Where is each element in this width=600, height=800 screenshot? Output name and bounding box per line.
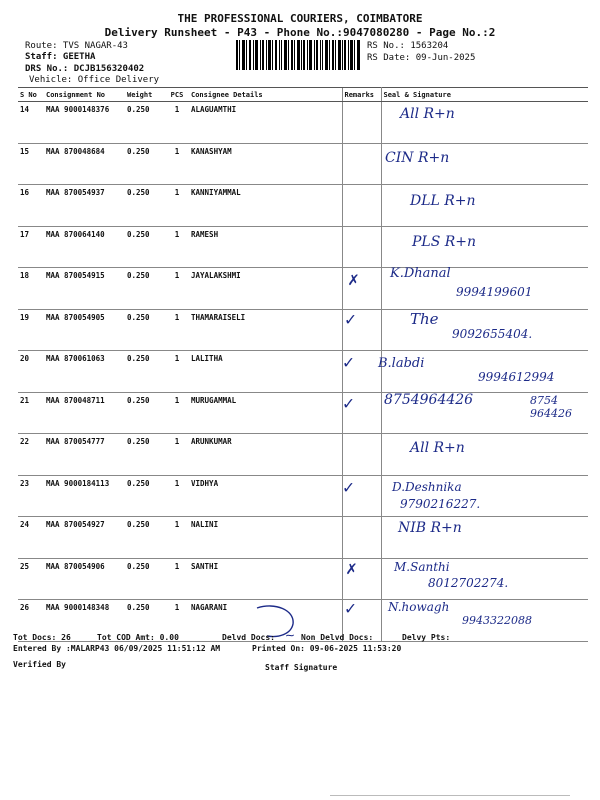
consignee: NAGARANI	[189, 600, 342, 642]
weight: 0.250	[125, 143, 165, 185]
consignment-no: MAA 9000148376	[44, 102, 125, 144]
route: Route: TVS NAGAR-43	[25, 41, 128, 51]
consignee: RAMESH	[189, 226, 342, 268]
sno: 25	[18, 558, 44, 600]
col-sno: S No	[18, 88, 44, 102]
rs-date: RS Date: 09-Jun-2025	[367, 53, 476, 63]
sno: 18	[18, 268, 44, 310]
check-mark-icon: ✓	[345, 309, 356, 330]
handwriting-r17: PLS R+n	[412, 234, 477, 250]
pcs: 1	[165, 558, 189, 600]
cross-mark-icon: ✗	[348, 269, 359, 290]
consignment-no: MAA 870061063	[44, 351, 125, 393]
weight: 0.250	[125, 185, 165, 227]
pcs: 1	[165, 102, 189, 144]
sno: 23	[18, 475, 44, 517]
handwriting-r22: All R+n	[410, 440, 465, 456]
non-delivered-docs: Non Delvd Docs:	[301, 633, 374, 642]
pcs: 1	[165, 434, 189, 476]
consignment-no: MAA 870054777	[44, 434, 125, 476]
runsheet-table	[18, 87, 588, 642]
consignee: VIDHYA	[189, 475, 342, 517]
sno: 14	[18, 102, 44, 144]
handwriting-r21-phone1: 8754964426	[384, 392, 474, 408]
sno: 20	[18, 351, 44, 393]
check-mark-icon: ✓	[345, 598, 356, 619]
consignee: ARUNKUMAR	[189, 434, 342, 476]
col-weight: Weight	[125, 88, 165, 102]
total-cod: Tot COD Amt: 0.00	[97, 633, 179, 642]
sno: 19	[18, 309, 44, 351]
sno: 17	[18, 226, 44, 268]
handwriting-r25-sig: M.Santhi	[394, 560, 450, 574]
total-docs: Tot Docs: 26	[13, 633, 71, 642]
col-pcs: PCS	[165, 88, 189, 102]
table-row	[18, 226, 588, 268]
dash-mark-icon: ⁓	[286, 631, 294, 640]
cross-mark-icon: ✗	[346, 558, 357, 579]
handwriting-r14: All R+n	[400, 106, 455, 122]
handwriting-r19-sig: The	[410, 310, 439, 328]
pcs: 1	[165, 475, 189, 517]
table-row	[18, 434, 588, 476]
company-title: THE PROFESSIONAL COURIERS, COIMBATORE	[177, 12, 423, 25]
handwriting-r18-phone: 9994199601	[456, 285, 533, 299]
sno: 16	[18, 185, 44, 227]
consignee: JAYALAKSHMI	[189, 268, 342, 310]
handwriting-r15: CIN R+n	[385, 150, 450, 166]
sno: 22	[18, 434, 44, 476]
consignment-no: MAA 870048711	[44, 392, 125, 434]
consignment-no: MAA 870048684	[44, 143, 125, 185]
weight: 0.250	[125, 434, 165, 476]
weight: 0.250	[125, 351, 165, 393]
staff-signature: Staff Signature	[265, 663, 338, 672]
pcs: 1	[165, 268, 189, 310]
weight: 0.250	[125, 226, 165, 268]
printed-on: Printed On: 09-06-2025 11:53:20	[252, 644, 402, 653]
barcode-icon	[236, 40, 360, 70]
sno: 26	[18, 600, 44, 642]
drs-number: DRS No.: DCJB156320402	[25, 64, 145, 74]
handwriting-r26-sig: N.howagh	[388, 600, 450, 614]
delivered-docs: Delvd Docs:	[222, 633, 275, 642]
weight: 0.250	[125, 475, 165, 517]
col-consignee: Consignee Details	[189, 88, 342, 102]
remarks-cell	[342, 517, 381, 559]
pcs: 1	[165, 185, 189, 227]
consignee: KANASHYAM	[189, 143, 342, 185]
remarks-cell	[342, 434, 381, 476]
consignment-no: MAA 870054906	[44, 558, 125, 600]
pcs: 1	[165, 392, 189, 434]
handwriting-r26-phone: 9943322088	[462, 614, 532, 627]
pcs: 1	[165, 600, 189, 642]
col-signature: Seal & Signature	[381, 88, 588, 102]
vehicle: Vehicle: Office Delivery	[29, 75, 160, 85]
staff: Staff: GEETHA	[25, 52, 96, 62]
weight: 0.250	[125, 517, 165, 559]
handwriting-r16: DLL R+n	[410, 193, 476, 209]
check-mark-icon: ✓	[343, 352, 354, 373]
handwriting-r18-sig: K.Dhanal	[390, 266, 451, 281]
weight: 0.250	[125, 102, 165, 144]
remarks-cell	[342, 143, 381, 185]
weight: 0.250	[125, 392, 165, 434]
remarks-cell	[342, 102, 381, 144]
consignment-no: MAA 870054927	[44, 517, 125, 559]
remarks-cell	[342, 226, 381, 268]
table-row	[18, 102, 588, 144]
pcs: 1	[165, 309, 189, 351]
consignment-no: MAA 870064140	[44, 226, 125, 268]
sno: 21	[18, 392, 44, 434]
pcs: 1	[165, 517, 189, 559]
pcs: 1	[165, 351, 189, 393]
weight: 0.250	[125, 268, 165, 310]
pcs: 1	[165, 143, 189, 185]
check-mark-icon: ✓	[343, 477, 354, 498]
col-remarks: Remarks	[342, 88, 381, 102]
pcs: 1	[165, 226, 189, 268]
handwriting-r20-sig: B.labdi	[378, 356, 425, 371]
table-row	[18, 143, 588, 185]
weight: 0.250	[125, 558, 165, 600]
divider	[330, 795, 570, 796]
rs-number: RS No.: 1563204	[367, 41, 449, 51]
table-row	[18, 475, 588, 517]
consignee: THAMARAISELI	[189, 309, 342, 351]
table-row	[18, 185, 588, 227]
consignment-no: MAA 9000184113	[44, 475, 125, 517]
table-row	[18, 517, 588, 559]
delivery-points: Delvy Pts:	[402, 633, 451, 642]
consignee: LALITHA	[189, 351, 342, 393]
consignment-no: MAA 870054905	[44, 309, 125, 351]
handwriting-r20-phone: 9994612994	[478, 370, 555, 384]
handwriting-r23-phone: 9790216227.	[400, 497, 481, 511]
handwriting-r25-phone: 8012702274.	[428, 576, 509, 590]
consignment-no: MAA 870054937	[44, 185, 125, 227]
handwriting-r23-sig: D.Deshnika	[392, 480, 462, 494]
remarks-cell	[342, 185, 381, 227]
weight: 0.250	[125, 309, 165, 351]
consignment-no: MAA 870054915	[44, 268, 125, 310]
col-consignment: Consignment No	[44, 88, 125, 102]
handwriting-r21-phone2: 8754 964426	[530, 394, 572, 420]
runsheet-title: Delivery Runsheet - P43 - Phone No.:9047080280 - Page No.:2	[104, 26, 496, 39]
consignee: ALAGUAMTHI	[189, 102, 342, 144]
consignee: MURUGAMMAL	[189, 392, 342, 434]
verified-by: Verified By	[13, 660, 66, 669]
handwriting-r24: NIB R+n	[398, 520, 462, 536]
handwriting-r19-phone: 9092655404.	[452, 327, 533, 341]
consignee: KANNIYAMMAL	[189, 185, 342, 227]
consignee: SANTHI	[189, 558, 342, 600]
table-row	[18, 392, 588, 434]
sno: 24	[18, 517, 44, 559]
entered-by: Entered By :MALARP43 06/09/2025 11:51:12 AM	[13, 644, 221, 653]
consignment-no: MAA 9000148348	[44, 600, 125, 642]
check-mark-icon: ✓	[343, 393, 354, 414]
weight: 0.250	[125, 600, 165, 642]
consignee: NALINI	[189, 517, 342, 559]
sno: 15	[18, 143, 44, 185]
table-header-row	[18, 88, 588, 102]
